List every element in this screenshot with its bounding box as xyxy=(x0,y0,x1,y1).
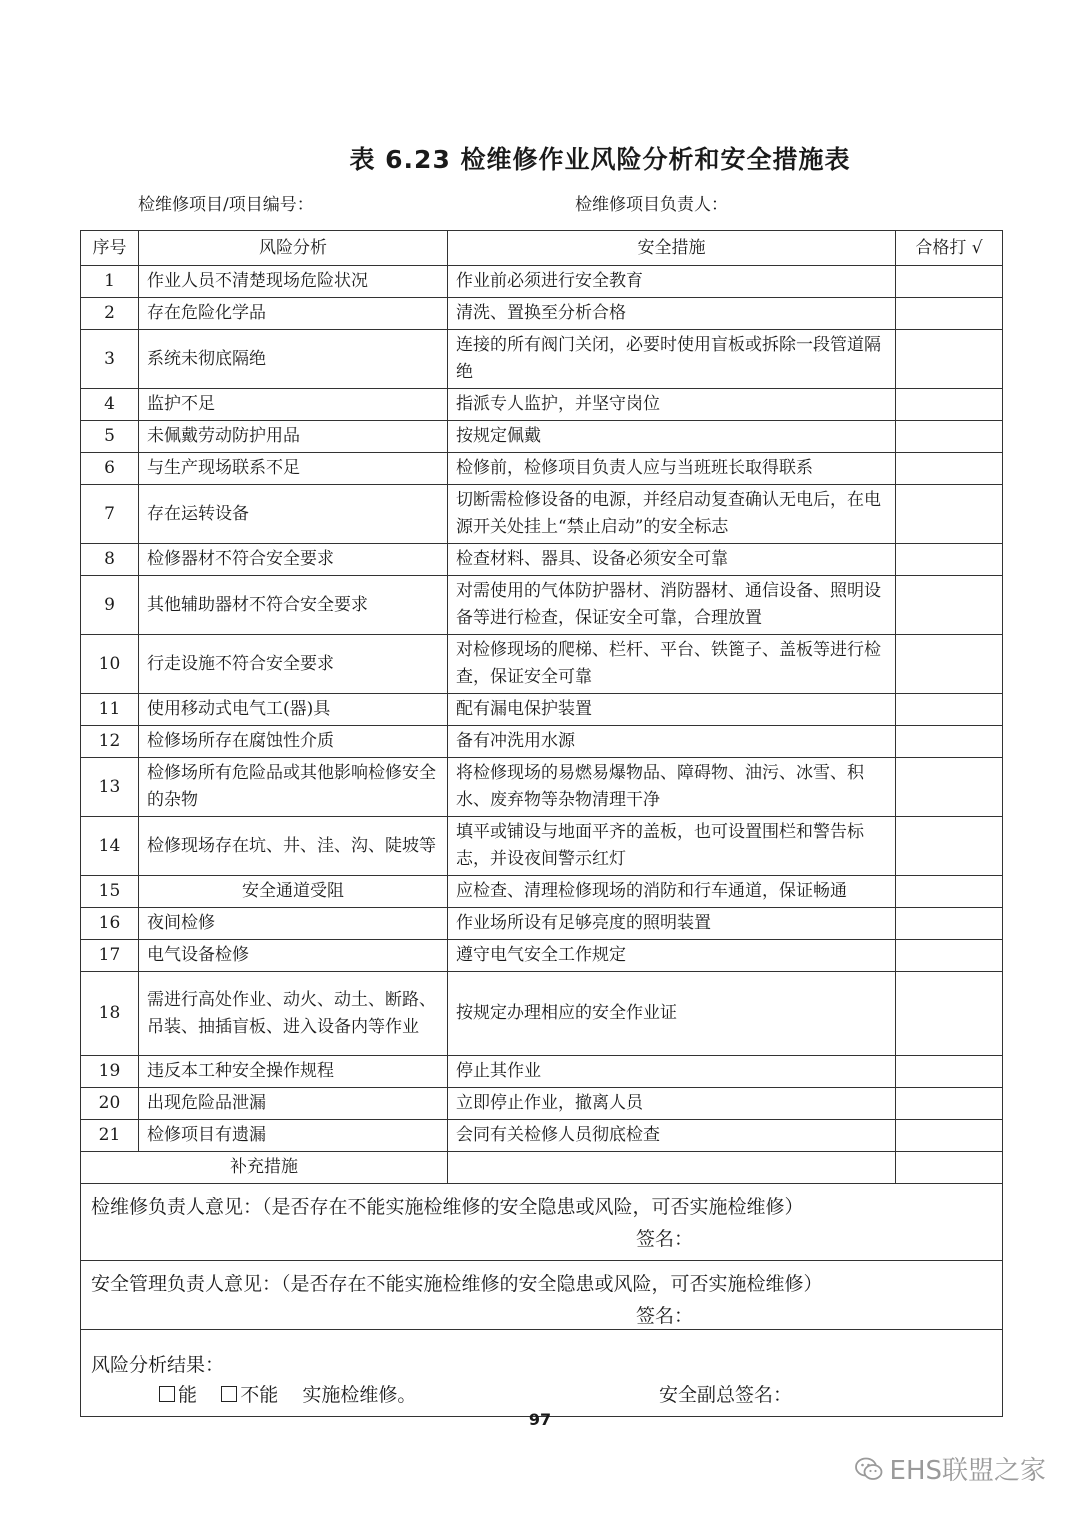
risk-analysis-table xyxy=(80,230,1003,1417)
supplement-check[interactable] xyxy=(896,1152,1003,1184)
row-number: 20 xyxy=(81,1088,139,1120)
measure-cell: 对需使用的气体防护器材、消防器材、通信设备、照明设备等进行检查，保证安全可靠，合理放置 xyxy=(448,576,896,635)
measure-cell: 检修前，检修项目负责人应与当班班长取得联系 xyxy=(448,453,896,485)
table-row xyxy=(81,453,1003,485)
risk-cell: 检修场所有危险品或其他影响检修安全的杂物 xyxy=(139,758,448,817)
table-row xyxy=(81,817,1003,876)
measure-cell: 切断需检修设备的电源，并经启动复查确认无电后，在电源开关处挂上“禁止启动”的安全标志 xyxy=(448,485,896,544)
row-number: 3 xyxy=(81,330,139,389)
row-number: 7 xyxy=(81,485,139,544)
risk-cell: 检修场所存在腐蚀性介质 xyxy=(139,726,448,758)
watermark-text: EHS联盟之家 xyxy=(889,1456,1046,1486)
table-header-row xyxy=(81,231,1003,266)
check-cell[interactable] xyxy=(896,421,1003,453)
row-number: 13 xyxy=(81,758,139,817)
check-cell[interactable] xyxy=(896,876,1003,908)
check-cell[interactable] xyxy=(896,635,1003,694)
row-number: 17 xyxy=(81,940,139,972)
measure-cell: 指派专人监护，并坚守岗位 xyxy=(448,389,896,421)
measure-cell: 作业场所设有足够亮度的照明装置 xyxy=(448,908,896,940)
supplement-label: 补充措施 xyxy=(81,1152,448,1184)
measure-cell: 会同有关检修人员彻底检查 xyxy=(448,1120,896,1152)
risk-cell: 其他辅助器材不符合安全要求 xyxy=(139,576,448,635)
measure-cell: 停止其作业 xyxy=(448,1056,896,1088)
table-row xyxy=(81,421,1003,453)
risk-cell: 违反本工种安全操作规程 xyxy=(139,1056,448,1088)
check-cell[interactable] xyxy=(896,940,1003,972)
check-cell[interactable] xyxy=(896,485,1003,544)
measure-cell: 将检修现场的易燃易爆物品、障碍物、油污、冰雪、积水、废弃物等杂物清理干净 xyxy=(448,758,896,817)
risk-cell: 未佩戴劳动防护用品 xyxy=(139,421,448,453)
row-number: 4 xyxy=(81,389,139,421)
project-number-label: 检维修项目/项目编号： xyxy=(138,195,314,215)
risk-cell: 系统未彻底隔绝 xyxy=(139,330,448,389)
safety-sign-label: 签名： xyxy=(636,1305,694,1327)
check-cell[interactable] xyxy=(896,694,1003,726)
check-cell[interactable] xyxy=(896,576,1003,635)
check-cell[interactable] xyxy=(896,266,1003,298)
row-number: 18 xyxy=(81,972,139,1056)
project-manager-label: 检维修项目负责人： xyxy=(575,195,728,215)
risk-cell: 使用移动式电气工(器)具 xyxy=(139,694,448,726)
check-cell[interactable] xyxy=(896,758,1003,817)
measure-cell: 检查材料、器具、设备必须安全可靠 xyxy=(448,544,896,576)
row-number: 5 xyxy=(81,421,139,453)
table-row xyxy=(81,940,1003,972)
risk-cell: 作业人员不清楚现场危险状况 xyxy=(139,266,448,298)
check-cell[interactable] xyxy=(896,453,1003,485)
risk-cell: 安全通道受阻 xyxy=(139,876,448,908)
safety-opinion-row xyxy=(81,1261,1003,1330)
check-cell[interactable] xyxy=(896,1056,1003,1088)
row-number: 10 xyxy=(81,635,139,694)
page-title: 表 6.23 检维修作业风险分析和安全措施表 xyxy=(349,145,851,174)
result-label: 风险分析结果： xyxy=(91,1354,225,1376)
table-row xyxy=(81,1120,1003,1152)
check-cell[interactable] xyxy=(896,389,1003,421)
measure-cell: 按规定办理相应的安全作业证 xyxy=(448,972,896,1056)
row-number: 12 xyxy=(81,726,139,758)
row-number: 21 xyxy=(81,1120,139,1152)
risk-cell: 行走设施不符合安全要求 xyxy=(139,635,448,694)
risk-cell: 存在危险化学品 xyxy=(139,298,448,330)
row-number: 8 xyxy=(81,544,139,576)
row-number: 2 xyxy=(81,298,139,330)
measure-cell: 立即停止作业，撤离人员 xyxy=(448,1088,896,1120)
risk-cell: 检修项目有遗漏 xyxy=(139,1120,448,1152)
header-risk: 风险分析 xyxy=(139,231,448,266)
maintenance-sign-label: 签名： xyxy=(636,1228,694,1250)
can-checkbox[interactable] xyxy=(159,1386,175,1402)
header-check: 合格打 √ xyxy=(896,231,1003,266)
check-cell[interactable] xyxy=(896,817,1003,876)
table-row xyxy=(81,389,1003,421)
check-cell[interactable] xyxy=(896,1120,1003,1152)
row-number: 9 xyxy=(81,576,139,635)
page-number: 97 xyxy=(528,1410,552,1429)
table-row xyxy=(81,972,1003,1056)
wechat-icon xyxy=(854,1456,884,1482)
table-row xyxy=(81,1088,1003,1120)
table-row xyxy=(81,694,1003,726)
row-number: 11 xyxy=(81,694,139,726)
measure-cell: 作业前必须进行安全教育 xyxy=(448,266,896,298)
table-row xyxy=(81,298,1003,330)
safety-opinion-text: 安全管理负责人意见：（是否存在不能实施检维修的安全隐患或风险，可否实施检维修） xyxy=(91,1273,823,1295)
table-row xyxy=(81,266,1003,298)
check-cell[interactable] xyxy=(896,908,1003,940)
table-row xyxy=(81,330,1003,389)
watermark xyxy=(854,1450,1046,1487)
risk-cell: 检修现场存在坑、井、洼、沟、陡坡等 xyxy=(139,817,448,876)
risk-cell: 监护不足 xyxy=(139,389,448,421)
maintenance-manager-opinion[interactable] xyxy=(81,1184,1002,1260)
row-number: 1 xyxy=(81,266,139,298)
measure-cell: 遵守电气安全工作规定 xyxy=(448,940,896,972)
measure-cell: 按规定佩戴 xyxy=(448,421,896,453)
table-row xyxy=(81,908,1003,940)
table-row xyxy=(81,544,1003,576)
result-row xyxy=(81,1330,1003,1417)
row-number: 15 xyxy=(81,876,139,908)
risk-cell: 与生产现场联系不足 xyxy=(139,453,448,485)
action-label: 实施检维修。 xyxy=(302,1384,417,1406)
table-row xyxy=(81,1056,1003,1088)
risk-cell: 电气设备检修 xyxy=(139,940,448,972)
row-number: 14 xyxy=(81,817,139,876)
measure-cell: 备有冲洗用水源 xyxy=(448,726,896,758)
risk-cell: 存在运转设备 xyxy=(139,485,448,544)
cannot-checkbox[interactable] xyxy=(221,1386,237,1402)
risk-cell: 需进行高处作业、动火、动土、断路、吊装、抽插盲板、进入设备内等作业 xyxy=(139,972,448,1056)
measure-cell: 填平或铺设与地面平齐的盖板，也可设置围栏和警告标志，并设夜间警示红灯 xyxy=(448,817,896,876)
table-row xyxy=(81,635,1003,694)
check-cell[interactable] xyxy=(896,330,1003,389)
measure-cell: 清洗、置换至分析合格 xyxy=(448,298,896,330)
maintenance-opinion-text: 检维修负责人意见：（是否存在不能实施检维修的安全隐患或风险，可否实施检维修） xyxy=(91,1196,804,1218)
check-cell[interactable] xyxy=(896,726,1003,758)
safety-manager-opinion[interactable] xyxy=(81,1261,1002,1329)
risk-cell: 夜间检修 xyxy=(139,908,448,940)
risk-analysis-result xyxy=(81,1330,1002,1416)
table-row xyxy=(81,576,1003,635)
row-number: 16 xyxy=(81,908,139,940)
table-row xyxy=(81,485,1003,544)
cannot-label: 不能 xyxy=(240,1384,279,1406)
table-row xyxy=(81,726,1003,758)
can-label: 能 xyxy=(178,1384,198,1406)
supplement-content xyxy=(448,1152,896,1184)
measure-cell: 连接的所有阀门关闭，必要时使用盲板或拆除一段管道隔绝 xyxy=(448,330,896,389)
table-row xyxy=(81,758,1003,817)
row-number: 6 xyxy=(81,453,139,485)
header-no: 序号 xyxy=(81,231,139,266)
risk-cell: 出现危险品泄漏 xyxy=(139,1088,448,1120)
deputy-sign-label: 安全副总签名： xyxy=(659,1384,793,1406)
measure-cell: 应检查、清理检修现场的消防和行车通道，保证畅通 xyxy=(448,876,896,908)
risk-cell: 检修器材不符合安全要求 xyxy=(139,544,448,576)
result-options xyxy=(159,1382,416,1409)
supplement-row xyxy=(81,1152,1003,1184)
maintenance-opinion-row xyxy=(81,1184,1003,1261)
measure-cell: 对检修现场的爬梯、栏杆、平台、铁篦子、盖板等进行检查，保证安全可靠 xyxy=(448,635,896,694)
check-cell[interactable] xyxy=(896,1088,1003,1120)
check-cell[interactable] xyxy=(896,972,1003,1056)
table-row xyxy=(81,876,1003,908)
row-number: 19 xyxy=(81,1056,139,1088)
measure-cell: 配有漏电保护装置 xyxy=(448,694,896,726)
check-cell[interactable] xyxy=(896,544,1003,576)
header-measure: 安全措施 xyxy=(448,231,896,266)
check-cell[interactable] xyxy=(896,298,1003,330)
